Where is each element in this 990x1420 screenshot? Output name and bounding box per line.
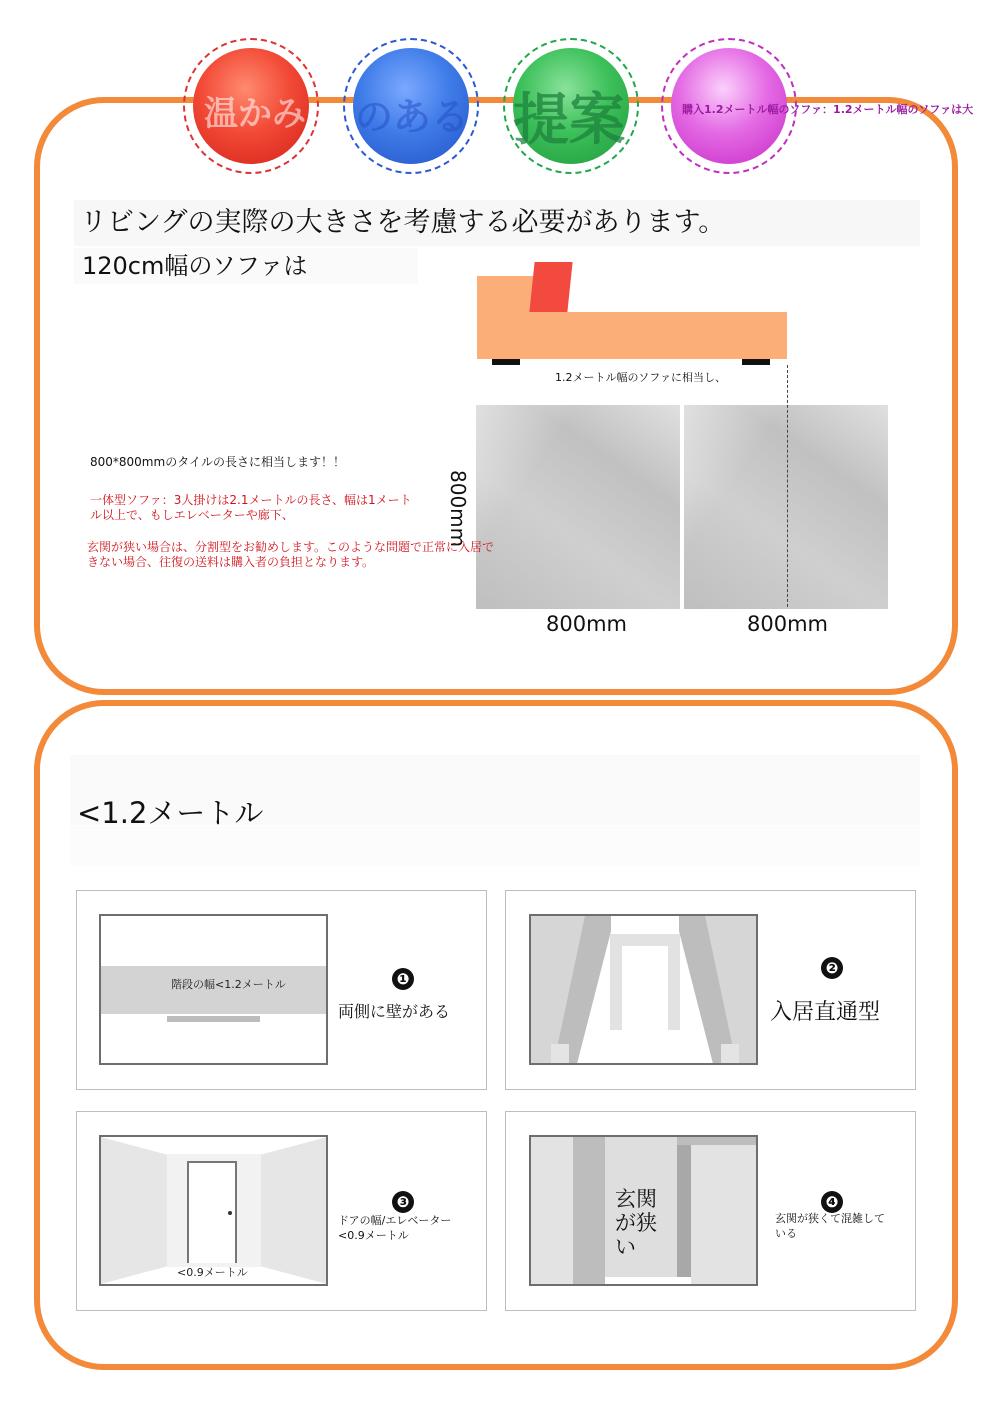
sofa-body — [477, 312, 787, 359]
number-badge-1: ❶ — [392, 968, 414, 990]
card-label-3: ドアの幅/エレベーター<0.9メートル — [338, 1214, 452, 1242]
card-label-1: 両側に壁がある — [338, 1002, 451, 1021]
tile-width-label-2: 800mm — [747, 612, 828, 636]
warning-text-1: 一体型ソファ：3人掛けは2.1メートルの長さ、幅は1メートル以上で、もしエレベーターや廊下、 — [90, 493, 412, 522]
card-walls-both-sides — [76, 890, 487, 1090]
number-badge-4: ❹ — [821, 1191, 843, 1213]
sofa-width-guide — [787, 365, 788, 607]
tile-note: 800*800mmのタイルの長さに相当します！！ — [90, 455, 345, 469]
section-1-subtitle: 120cm幅のソファは — [74, 248, 418, 284]
stairs-width-label: 階段の幅<1.2メートル — [171, 978, 286, 991]
entrance-illustration — [529, 1135, 758, 1286]
corridor-illustration — [529, 914, 758, 1065]
number-badge-2: ❷ — [821, 957, 843, 979]
door-width-label: <0.9メートル — [177, 1266, 248, 1279]
tile-width-label-1: 800mm — [546, 612, 627, 636]
warning-text-2: 玄関が狭い場合は、分割型をお勧めします。このような問題で正常に入居できない場合、往復の送料は購入者の負担となります。 — [87, 540, 495, 569]
card-direct-entry — [505, 890, 916, 1090]
stairs-illustration — [99, 914, 328, 1065]
card-door-width — [76, 1111, 487, 1311]
door-illustration — [99, 1135, 328, 1286]
section-1-title: リビングの実際の大きさを考慮する必要があります。 — [74, 200, 920, 246]
entrance-label: 玄関が狭い — [615, 1187, 657, 1259]
card-narrow-entrance — [505, 1111, 916, 1311]
tile-image-1 — [476, 405, 680, 609]
card-label-2: 入居直通型 — [770, 1000, 881, 1025]
number-badge-3: ❸ — [392, 1191, 414, 1213]
card-label-4: 玄関が狭くて混雑している — [775, 1212, 885, 1240]
sofa-cushion — [529, 262, 572, 312]
circle-text-2: のある — [355, 95, 470, 139]
circle-text-4: 購入1.2メートル幅のソファ：1.2メートル幅のソファは大 — [682, 103, 974, 116]
circle-text-1: 温かみ — [204, 94, 306, 134]
sofa-caption: 1.2メートル幅のソファに相当し、 — [555, 371, 727, 384]
circle-text-3: 提案 — [513, 88, 625, 153]
section-2-band-lower — [70, 826, 920, 866]
sofa-leg — [742, 359, 770, 365]
section-2-title: <1.2メートル — [77, 796, 264, 830]
tile-height-label: 800mm — [446, 470, 470, 548]
tile-image-2 — [684, 405, 888, 609]
sofa-leg — [492, 359, 520, 365]
